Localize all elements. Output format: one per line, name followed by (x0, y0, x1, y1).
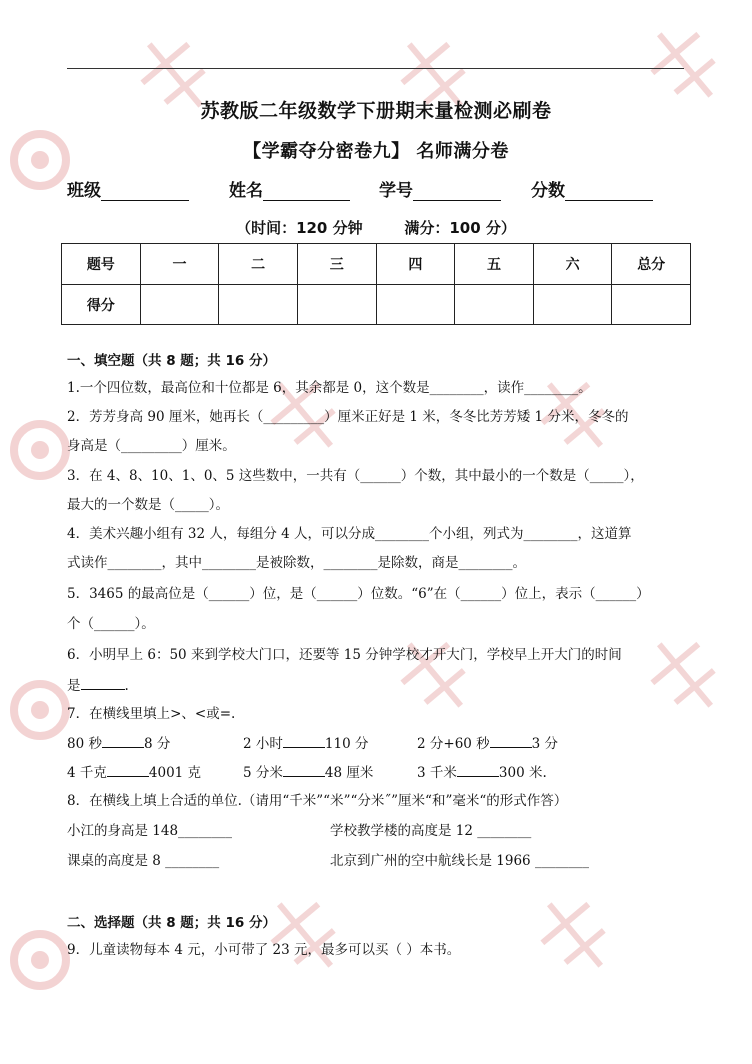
score-input-cell[interactable] (376, 285, 455, 325)
id-label: 学号 (379, 181, 413, 201)
compare-item (67, 762, 201, 783)
compare-right: 8 分 (143, 736, 171, 752)
question-line: 3．在 4、8、10、1、0、5 这些数中，一共有（______）个数，其中最小的一个数是（_____）， (67, 468, 644, 484)
compare-item (417, 762, 547, 783)
table-cell: 六 (533, 244, 612, 285)
answer-blank[interactable] (457, 762, 499, 777)
watermark-logo (380, 620, 490, 730)
score-field[interactable] (531, 176, 653, 201)
question-line: 个（______）。 (67, 616, 155, 632)
section-heading: 一、填空题（共 8 题；共 16 分） (67, 353, 276, 369)
score-input-cell[interactable] (140, 285, 219, 325)
name-label: 姓名 (229, 181, 263, 201)
score-input-cell[interactable] (533, 285, 612, 325)
answer-blank[interactable] (283, 762, 325, 777)
score-table-header-row (62, 244, 691, 285)
question-text: 是 (67, 678, 81, 694)
compare-right: 4001 克 (148, 765, 202, 781)
score-blank[interactable] (565, 182, 653, 201)
score-table (61, 243, 691, 325)
class-field[interactable] (67, 176, 189, 201)
table-cell: 四 (376, 244, 455, 285)
table-cell: 一 (140, 244, 219, 285)
name-blank[interactable] (263, 182, 350, 201)
compare-right: 3 分 (531, 736, 559, 752)
name-field[interactable] (229, 176, 350, 201)
score-input-cell[interactable] (612, 285, 691, 325)
watermark-logo (520, 880, 630, 990)
score-input-cell[interactable] (455, 285, 534, 325)
compare-right: 300 米. (498, 765, 547, 781)
question-line: 最大的一个数是（_____）。 (67, 497, 229, 513)
table-cell: 得分 (62, 285, 141, 325)
score-input-cell[interactable] (297, 285, 376, 325)
compare-left: 2 小时 (243, 736, 283, 752)
score-label: 分数 (531, 181, 565, 201)
question-line: 2．芳芳身高 90 厘米，她再长（_________）厘米正好是 1 米，冬冬比芳芳矮 1 分米，冬冬的 (67, 409, 629, 425)
score-table-score-row (62, 285, 691, 325)
compare-left: 80 秒 (67, 736, 102, 752)
compare-left: 5 分米 (243, 765, 283, 781)
compare-left: 4 千克 (67, 765, 107, 781)
question-line: 北京到广州的空中航线长是 1966 ________ (330, 853, 589, 869)
answer-blank[interactable] (107, 762, 149, 777)
table-cell: 总分 (612, 244, 691, 285)
id-field[interactable] (379, 176, 501, 201)
question-text: . (124, 678, 129, 694)
question-line: 小江的身高是 148________ (67, 823, 233, 839)
compare-item (67, 733, 170, 754)
class-label: 班级 (67, 181, 101, 201)
watermark-logo (250, 880, 360, 990)
table-cell: 五 (455, 244, 534, 285)
question-line: 式读作________，其中________是被除数，________是除数，商是________。 (67, 555, 526, 571)
compare-item (243, 762, 373, 783)
answer-blank[interactable] (490, 733, 532, 748)
question-line: 身高是（_________）厘米。 (67, 438, 236, 454)
question-line (67, 675, 129, 696)
table-cell: 二 (219, 244, 298, 285)
class-blank[interactable] (101, 182, 189, 201)
table-cell: 三 (297, 244, 376, 285)
question-line: 9．儿童读物每本 4 元，小可带了 23 元，最多可以买（ ）本书。 (67, 942, 461, 958)
compare-left: 3 千米 (417, 765, 457, 781)
question-line: 6．小明早上 6：50 来到学校大门口，还要等 15 分钟学校才开大门，学校早上开大门的时间 (67, 647, 622, 663)
answer-blank[interactable] (283, 733, 325, 748)
header-rule (67, 68, 684, 69)
document-title: 苏教版二年级数学下册期末量检测必刷卷 (200, 100, 552, 122)
question-line: 5．3465 的最高位是（______）位，是（______）位数。“6”在（______）位上，表示（______） (67, 586, 650, 602)
score-input-cell[interactable] (219, 285, 298, 325)
student-info-row (67, 176, 687, 200)
question-line: 8．在横线上填上合适的单位.（请用“千米”“米”“分米˝”厘米“和”毫米“的形式作答） (67, 793, 568, 809)
question-line: 4．美术兴趣小组有 32 人，每组分 4 人，可以分成________个小组，列式为________，这道算 (67, 526, 632, 542)
time-and-score-info: （时间：120 分钟 满分：100 分） (236, 219, 516, 237)
watermark-logo (630, 620, 740, 730)
table-cell: 题号 (62, 244, 141, 285)
section-heading: 二、选择题（共 8 题；共 16 分） (67, 915, 276, 931)
answer-blank[interactable] (102, 733, 144, 748)
question-line: 7．在横线里填上>、<或=. (67, 706, 236, 722)
answer-blank[interactable] (81, 675, 125, 690)
question-line: 1.一个四位数，最高位和十位都是 6，其余都是 0，这个数是________，读作________。 (67, 380, 592, 396)
document-subtitle: 【学霸夺分密卷九】 名师满分卷 (243, 141, 509, 162)
compare-item (417, 733, 558, 754)
compare-item (243, 733, 368, 754)
compare-right: 48 厘米 (324, 765, 374, 781)
question-line: 课桌的高度是 8 ________ (67, 853, 220, 869)
compare-left: 2 分+60 秒 (417, 736, 490, 752)
compare-right: 110 分 (324, 736, 369, 752)
id-blank[interactable] (413, 182, 501, 201)
question-line: 学校教学楼的高度是 12 ________ (330, 823, 532, 839)
